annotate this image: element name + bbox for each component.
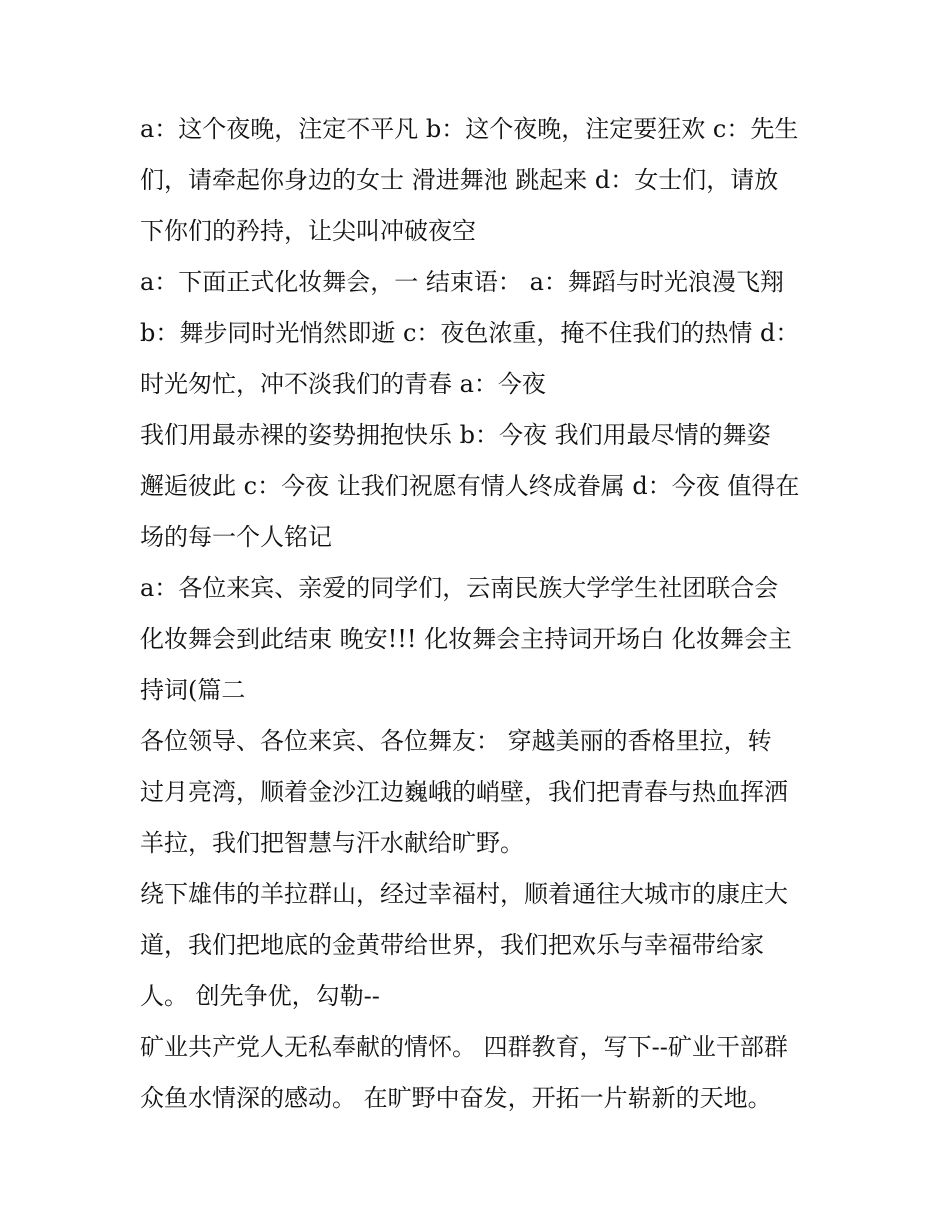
text-line: 持词(篇二 xyxy=(140,676,246,704)
text-line: a：这个夜晚，注定不平凡 b：这个夜晚，注定要狂欢 c：先生 xyxy=(140,115,799,143)
text-line: 人。 创先争优，勾勒-- xyxy=(140,982,380,1010)
text-line: 矿业共产党人无私奉献的情怀。 四群教育，写下--矿业干部群 xyxy=(140,1033,788,1061)
text-line: 我们用最赤裸的姿势拥抱快乐 b：今夜 我们用最尽情的舞姿 xyxy=(140,421,771,449)
text-line: 过月亮湾，顺着金沙江边巍峨的峭壁，我们把青春与热血挥洒 xyxy=(140,778,788,806)
text-line: 各位领导、各位来宾、各位舞友： 穿越美丽的香格里拉，转 xyxy=(140,727,772,755)
document-body xyxy=(140,104,812,1124)
text-line: b：舞步同时光悄然即逝 c：夜色浓重，掩不住我们的热情 d： xyxy=(140,319,800,347)
text-line: a：下面正式化妆舞会，一 结束语： a：舞蹈与时光浪漫飞翔 xyxy=(140,268,784,296)
text-line: 羊拉，我们把智慧与汗水献给旷野。 xyxy=(140,829,524,857)
text-line: 众鱼水情深的感动。 在旷野中奋发，开拓一片崭新的天地。 xyxy=(140,1084,772,1112)
text-line: 下你们的矜持，让尖叫冲破夜空 xyxy=(140,217,476,245)
text-line: 邂逅彼此 c：今夜 让我们祝愿有情人终成眷属 d：今夜 值得在 xyxy=(140,472,800,500)
text-line: 绕下雄伟的羊拉群山，经过幸福村，顺着通往大城市的康庄大 xyxy=(140,880,788,908)
text-line: 道，我们把地底的金黄带给世界，我们把欢乐与幸福带给家 xyxy=(140,931,764,959)
text-line: 们，请牵起你身边的女士 滑进舞池 跳起来 d：女士们，请放 xyxy=(140,166,779,194)
text-line: 场的每一个人铭记 xyxy=(140,523,332,551)
text-line: 时光匆忙，冲不淡我们的青春 a：今夜 xyxy=(140,370,546,398)
text-line: 化妆舞会到此结束 晚安!!! 化妆舞会主持词开场白 化妆舞会主 xyxy=(140,625,792,653)
text-line: a：各位来宾、亲爱的同学们，云南民族大学学生社团联合会 xyxy=(140,574,779,602)
